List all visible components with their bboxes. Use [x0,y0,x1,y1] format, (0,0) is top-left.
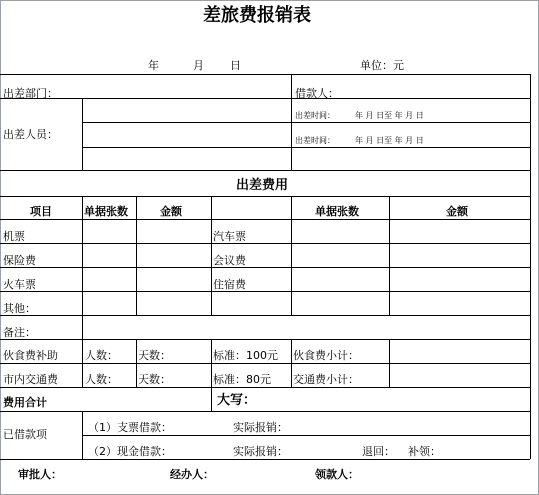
borrower-label: 借款人： [295,87,339,100]
section-title: 出差费用 [236,178,289,193]
actual-reimburse-2: 实际报销： [233,445,288,458]
grid-line [0,74,530,75]
item-bus: 汽车票 [213,230,246,243]
meal-standard: 标准：100元 [213,349,278,362]
grid-line [0,219,530,220]
grid-line [291,339,292,387]
handler-label: 经办人： [170,468,214,481]
grid-line [211,387,212,411]
item-meeting: 会议费 [213,254,246,267]
grid-line [0,411,530,412]
col-item: 项目 [30,205,52,218]
grid-line [211,196,212,315]
date-year: 年 [148,59,159,72]
item-train: 火车票 [3,278,36,291]
item-other: 其他： [3,302,36,315]
loan-label: 已借款项 [3,428,47,441]
col-doc-count-right: 单据张数 [315,205,359,218]
transport-people: 人数： [85,373,118,386]
grid-line [0,291,530,292]
grid-line [0,243,530,244]
grid-line [82,147,530,148]
meal-label: 伙食费补助 [3,349,58,362]
meal-subtotal: 伙食费小计： [293,349,359,362]
recipient-label: 领款人： [315,468,359,481]
grid-line [0,339,530,340]
grid-line [0,363,530,364]
grid-line [82,98,83,170]
col-amount: 金额 [160,205,182,218]
supplement-label: 补领： [408,445,441,458]
transport-days: 天数： [138,373,171,386]
grid-line [136,196,137,315]
grid-line [0,315,530,316]
grid-line [0,267,530,268]
grid-line [0,196,530,197]
item-airfare: 机票 [3,230,25,243]
form-title: 差旅费报销表 [203,5,311,26]
grid-line [389,339,390,387]
actual-reimburse-1: 实际报销： [233,421,288,434]
grid-line [82,196,83,315]
grid-line [0,98,530,99]
unit-label: 单位：元 [360,59,404,72]
trip-time-range-2: 年 月 日至 年 月 日 [355,136,424,145]
grid-line [389,196,390,315]
item-lodging: 住宿费 [213,278,246,291]
col-amount-right: 金额 [446,205,468,218]
date-day: 日 [230,59,241,72]
grid-line [0,459,530,460]
grid-line [0,387,530,388]
grid-line [136,339,137,387]
dept-label: 出差部门： [3,87,58,100]
traveler-label: 出差人员： [3,128,58,141]
trip-time-range: 年 月 日至 年 月 日 [355,111,424,120]
returned-label: 退回： [362,445,395,458]
grid-line [291,196,292,315]
item-insurance: 保险费 [3,254,36,267]
grid-line [82,122,530,123]
grid-line [530,74,531,459]
grid-line [82,315,83,339]
grid-line [82,411,83,459]
note-label: 备注： [3,326,36,339]
grid-line [0,170,530,171]
approver-label: 审批人： [18,468,62,481]
transport-standard: 标准：80元 [213,373,271,386]
transport-subtotal: 交通费小计： [293,373,359,386]
trip-time-label: 出差时间： [295,111,335,120]
check-loan: （1）支票借款： [88,421,172,434]
meal-days: 天数： [138,349,171,362]
grid-line [291,74,292,170]
transport-label: 市内交通费 [3,373,58,386]
grid-line [82,339,83,387]
trip-time-label-2: 出差时间： [295,136,335,145]
cash-loan: （2）现金借款： [88,445,172,458]
meal-people: 人数： [85,349,118,362]
grid-line [82,435,530,436]
capital-label: 大写： [217,393,257,408]
grid-line [211,339,212,387]
date-month: 月 [193,59,204,72]
total-label: 费用合计 [3,396,47,409]
col-doc-count: 单据张数 [84,205,128,218]
